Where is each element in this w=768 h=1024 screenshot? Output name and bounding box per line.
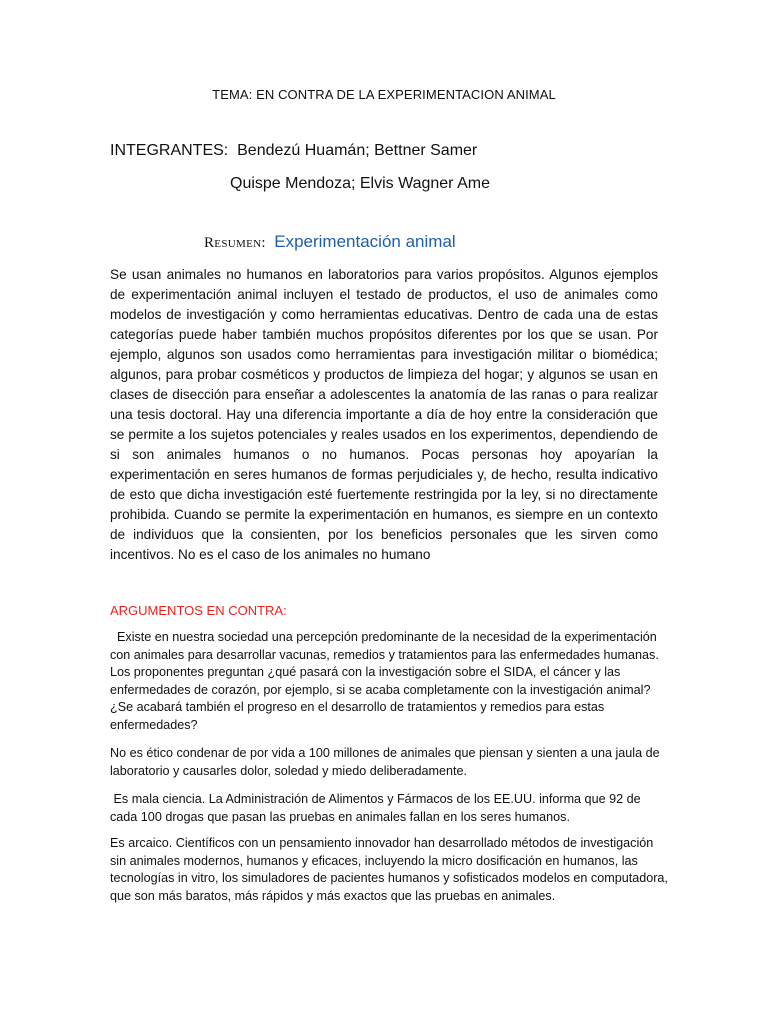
argument-paragraph-3: Es mala ciencia. La Administración de Alimentos y Fármacos de los EE.UU. informa que 92 de cada 100 drogas que pasan las pruebas en animales fallan en los seres humanos. xyxy=(110,792,645,824)
summary-label: Resumen: xyxy=(204,235,266,251)
argument-paragraph-1: Existe en nuestra sociedad una percepción predominante de la necesidad de la experimentación con animales para desarrollar vacunas, remedios y tratamientos para las enfermedades humanas. Los proponentes preguntan ¿qué pasará con la investigación sobre el SIDA, el cáncer y las enfermedades de corazón, por ejemplo, si se acaba completamente con la investigación animal? ¿Se acabará también el progreso en el desarrollo de tratamientos y remedios para estas enfermedades? xyxy=(110,630,663,732)
argument-paragraph-2: No es ético condenar de por vida a 100 millones de animales que piensan y sienten a una jaula de laboratorio y causarles dolor, soledad y miedo deliberadamente. xyxy=(110,746,660,778)
topic-title: TEMA: EN CONTRA DE LA EXPERIMENTACION ANIMAL xyxy=(212,87,556,102)
arguments-heading: ARGUMENTOS EN CONTRA: xyxy=(110,603,287,618)
members-line-1: INTEGRANTES: Bendezú Huamán; Bettner Samer xyxy=(110,142,478,159)
summary-title: Experimentación animal xyxy=(274,232,456,251)
argument-paragraph-4: Es arcaico. Científicos con un pensamiento innovador han desarrollado métodos de investigación sin animales modernos, humanos y eficaces, incluyendo la micro dosificación en humanos, las tecnologías in vitro, los simuladores de pacientes humanos y sofisticados modelos en computadora, que son más baratos, más rápidos y más exactos que las pruebas en animales. xyxy=(110,836,668,903)
summary-heading xyxy=(204,232,456,252)
members-line-2: Quispe Mendoza; Elvis Wagner Ame xyxy=(230,175,490,192)
summary-paragraph: Se usan animales no humanos en laboratorios para varios propósitos. Algunos ejemplos de experimentación animal incluyen el testado de productos, el uso de animales como modelos de investigación y como herramientas educativas. Dentro de cada una de estas categorías puede haber también muchos propósitos diferentes por los que se usan. Por ejemplo, algunos son usados como herramientas para investigación militar o biomédica; algunos, para probar cosméticos y productos de limpieza del hogar; y algunos se usan en clases de disección para enseñar a adolescentes la anatomía de las ranas o para realizar una tesis doctoral. Hay una diferencia importante a día de hoy entre la consideración que se permite a los sujetos potenciales y reales usados en los experimentos, dependiendo de si son animales humanos o no humanos. Pocas personas hoy apoyarían la experimentación en seres humanos de formas perjudiciales y, de hecho, resulta indicativo de esto que dicha investigación esté fuertemente restringida por la ley, si no directamente prohibida. Cuando se permite la experimentación en humanos, es siempre en un contexto de individuos que la consienten, por los beneficios personales que les sirven como incentivos. No es el caso de los animales no humano xyxy=(110,267,658,562)
